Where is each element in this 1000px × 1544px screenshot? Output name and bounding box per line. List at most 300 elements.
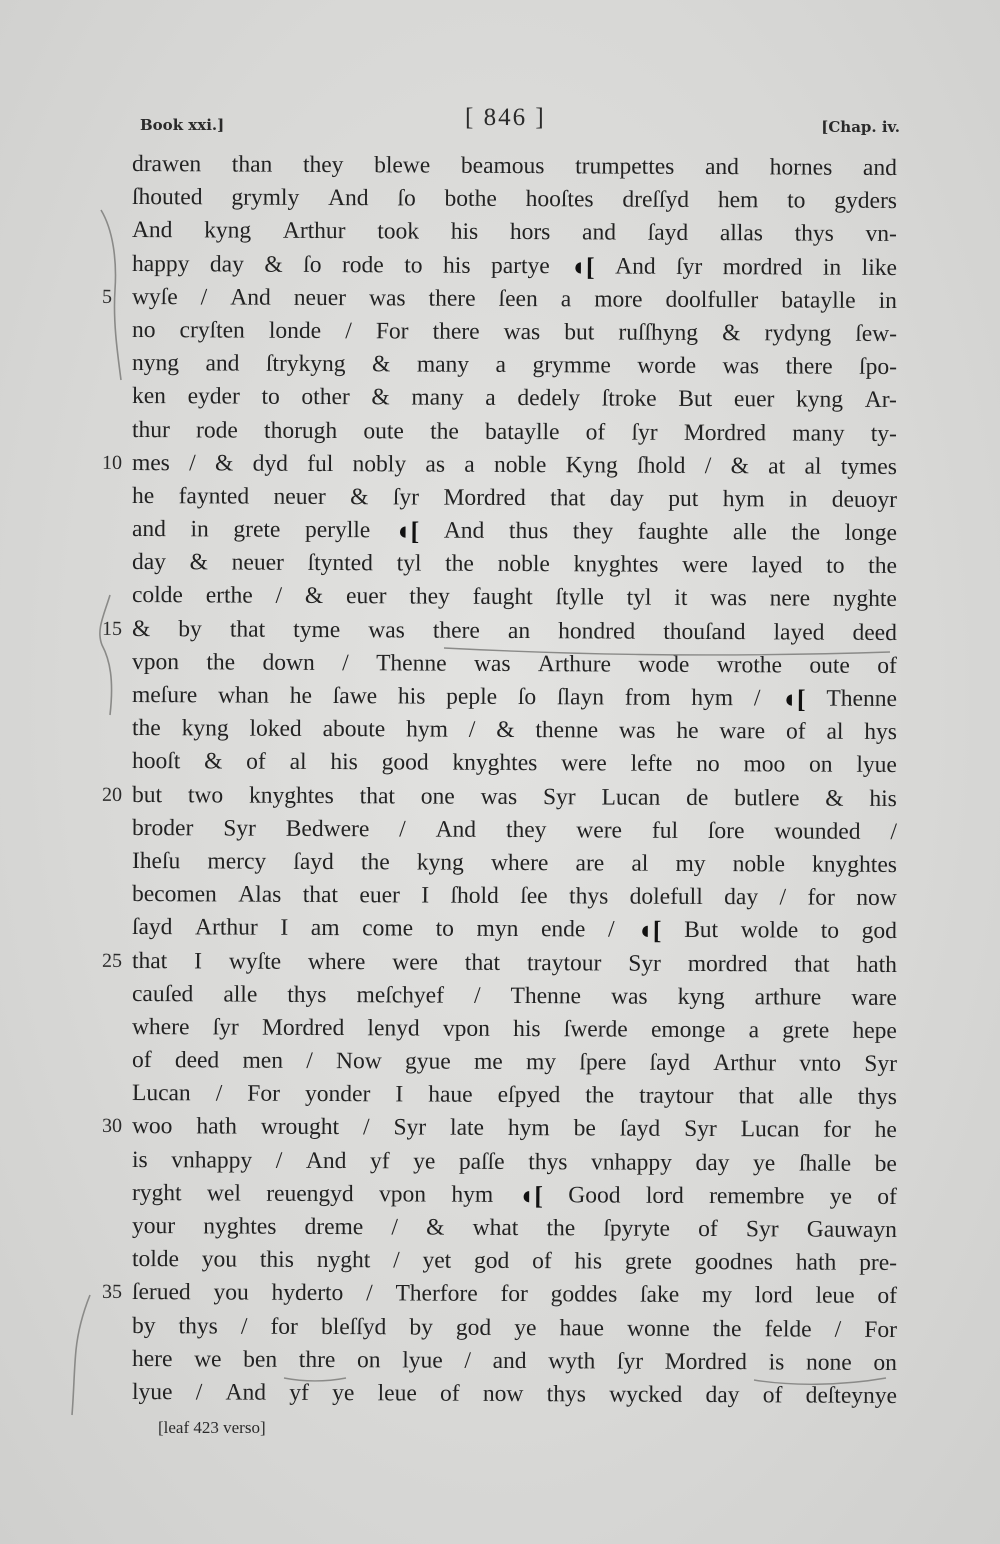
word: ſyr: [676, 253, 703, 280]
word: hath: [196, 1113, 237, 1140]
word: your: [131, 1213, 176, 1240]
word: Iheſu: [131, 847, 181, 875]
word: wounded: [774, 818, 861, 845]
word: happy: [131, 250, 190, 277]
word: hondred: [558, 617, 636, 645]
word: here: [131, 1345, 173, 1372]
word: the: [131, 715, 161, 742]
word: euer: [359, 882, 400, 909]
word: ſo: [517, 684, 537, 711]
word: ſhouted: [131, 184, 203, 211]
word: /: [399, 816, 406, 843]
word: vnhappy: [171, 1146, 253, 1174]
word: vpon: [131, 648, 180, 676]
word: ruſſhyng: [618, 319, 699, 346]
word: &: [722, 320, 741, 347]
word: Syr: [393, 1114, 427, 1141]
word: knyghtes: [573, 551, 659, 579]
word: /: [275, 1147, 283, 1174]
word: was: [610, 983, 648, 1010]
word: come: [362, 915, 414, 942]
word: peple: [446, 683, 498, 710]
word: bataylle: [485, 418, 560, 445]
word: woo: [131, 1113, 173, 1140]
word: lyue: [402, 1347, 443, 1374]
text-line: [132, 1310, 897, 1347]
word: me: [473, 1048, 503, 1076]
word: wyſte: [228, 948, 282, 975]
word: /: [607, 916, 615, 943]
word: hem: [717, 187, 759, 214]
word: meſure: [131, 682, 198, 709]
word: his: [397, 683, 426, 710]
word: an: [507, 617, 531, 644]
body-text: [101, 148, 898, 1409]
word: the: [546, 1215, 576, 1242]
word: ſo: [397, 185, 416, 212]
word: thenne: [535, 717, 599, 744]
word: deed: [852, 619, 897, 646]
word: his: [450, 219, 479, 246]
word: haue: [559, 1314, 605, 1342]
text-line: [132, 513, 897, 550]
word: bothe: [444, 185, 497, 213]
word: al: [804, 453, 822, 480]
word: ſwerde: [563, 1016, 628, 1043]
word: they: [505, 816, 547, 843]
word: /: [366, 1280, 373, 1307]
word: am: [310, 915, 340, 942]
word: nobly: [352, 450, 407, 478]
word: was: [480, 783, 518, 810]
word: he: [289, 682, 313, 709]
word: Mordred: [683, 419, 767, 446]
word: to: [261, 383, 280, 411]
word: of: [785, 718, 806, 745]
word: vpon: [378, 1181, 427, 1208]
word: layed: [751, 552, 803, 579]
word: they: [302, 151, 344, 179]
word: to: [435, 915, 455, 942]
word: to: [820, 917, 840, 945]
word: ken: [131, 383, 167, 410]
chapter-heading: [Chap. iv.: [821, 118, 900, 136]
word: grete: [782, 1017, 830, 1044]
word: thus: [508, 518, 549, 545]
word: pre-: [859, 1249, 898, 1277]
word: mercy: [207, 848, 267, 875]
word: yet: [422, 1247, 452, 1274]
word: that: [302, 882, 339, 909]
word: Ar-: [864, 387, 897, 414]
word: thys: [857, 1084, 898, 1111]
line-number: 5: [101, 285, 113, 308]
word: traytour: [526, 949, 602, 976]
word: none: [805, 1349, 852, 1376]
word: ſayd: [293, 848, 334, 875]
word: deſteynye: [805, 1382, 898, 1409]
word: by: [131, 1312, 156, 1339]
word: of: [585, 418, 606, 445]
word: trumpettes: [575, 153, 675, 180]
word: dyd: [252, 450, 288, 477]
word: nyght: [316, 1247, 371, 1274]
word: alle: [732, 519, 767, 546]
word: was: [722, 353, 760, 380]
word: noble: [497, 551, 550, 578]
word: god: [473, 1247, 510, 1275]
word: of: [440, 1380, 460, 1407]
word: deed: [174, 1047, 220, 1074]
word: ful: [651, 817, 679, 844]
word: /: [275, 583, 283, 610]
word: hath: [856, 951, 897, 978]
word: /: [306, 1047, 313, 1075]
word: allas: [719, 220, 764, 247]
line-number: 25: [101, 949, 123, 972]
word: ſyr: [392, 484, 420, 511]
word: of: [877, 1183, 897, 1210]
word: ſeen: [498, 285, 538, 312]
word: you: [201, 1246, 238, 1273]
word: butlere: [734, 784, 800, 812]
word: /: [195, 1379, 203, 1406]
text-line: [132, 148, 897, 185]
word: two: [187, 781, 224, 809]
word: hyderto: [271, 1280, 344, 1307]
word: tolde: [131, 1246, 180, 1273]
word: ſlayn: [556, 684, 605, 711]
paragraph-mark-icon: ◖[: [394, 516, 420, 546]
word: I: [395, 1081, 404, 1108]
word: tyl: [626, 585, 652, 612]
word: he: [131, 482, 155, 509]
word: for: [270, 1313, 298, 1340]
word: ſhold: [637, 452, 686, 479]
word: &: [189, 549, 209, 576]
word: worde: [637, 352, 697, 380]
word: day: [209, 250, 244, 278]
word: to: [404, 251, 423, 279]
word: ſayd: [131, 914, 173, 941]
word: thre: [298, 1346, 336, 1373]
word: lord: [754, 1282, 793, 1309]
word: as: [425, 451, 446, 478]
word: kyng: [416, 849, 464, 876]
word: my: [701, 1282, 733, 1309]
word: hys: [864, 719, 898, 746]
text-line: [132, 214, 897, 251]
word: nyghte: [832, 586, 897, 613]
word: And: [435, 816, 477, 843]
word: ſhold: [450, 882, 499, 910]
word: kyng: [796, 386, 844, 414]
text-line: [132, 480, 897, 517]
word: day: [131, 549, 167, 576]
word: of: [532, 1248, 552, 1275]
word: ſew-: [855, 320, 898, 347]
word: traytour: [639, 1082, 714, 1110]
word: his: [574, 1248, 603, 1275]
word: hepe: [852, 1017, 897, 1044]
text-line: [132, 1177, 897, 1214]
word: leue: [815, 1282, 855, 1310]
word: the: [791, 519, 821, 546]
word: /: [890, 818, 897, 845]
word: /: [200, 284, 208, 311]
line-number: 15: [101, 617, 123, 640]
text-line: [132, 347, 897, 384]
text-line: [101, 447, 897, 484]
word: there: [432, 318, 480, 345]
word: Arthure: [537, 650, 612, 678]
word: that: [550, 485, 586, 512]
word: was: [710, 585, 747, 612]
word: that: [738, 1083, 774, 1110]
word: ſtroke: [601, 385, 657, 413]
word: ſtrykyng: [265, 350, 346, 378]
word: of: [698, 1215, 718, 1243]
word: mordred: [722, 253, 803, 281]
word: Now: [336, 1048, 382, 1075]
word: by: [409, 1314, 433, 1341]
word: becomen: [131, 881, 217, 908]
word: in: [878, 287, 898, 314]
word: /: [834, 1316, 842, 1343]
text-line: [101, 779, 897, 816]
word: &: [825, 785, 844, 812]
word: reuengyd: [266, 1180, 354, 1207]
word: god: [861, 918, 898, 945]
text-line: [132, 1243, 897, 1280]
word: of: [131, 1047, 152, 1074]
word: many: [411, 384, 464, 412]
word: many: [792, 419, 845, 447]
word: and: [131, 516, 167, 543]
word: lyue: [856, 752, 897, 779]
word: that: [229, 616, 266, 643]
paragraph-mark-icon: ◖[: [518, 1180, 544, 1210]
word: lord: [645, 1182, 684, 1209]
word: ryght: [131, 1179, 182, 1207]
word: thys: [569, 883, 609, 910]
word: he: [874, 1117, 897, 1144]
word: moo: [743, 751, 786, 778]
word: no: [696, 751, 720, 778]
word: was: [368, 284, 406, 312]
word: paſſe: [458, 1148, 505, 1175]
word: ſayd: [619, 1115, 661, 1143]
word: And: [443, 517, 485, 544]
word: faught: [472, 584, 533, 611]
word: this: [259, 1246, 294, 1274]
word: aboute: [322, 716, 386, 743]
word: ſyr: [212, 1014, 239, 1041]
word: lyue: [131, 1378, 173, 1406]
word: down: [262, 649, 315, 676]
word: cauſed: [131, 980, 194, 1008]
word: and: [862, 154, 897, 182]
word: And: [225, 1379, 267, 1406]
word: no: [131, 316, 156, 344]
word: his: [330, 749, 358, 776]
word: and: [492, 1347, 527, 1374]
word: Lucan: [601, 784, 661, 811]
word: were: [561, 750, 607, 777]
text-line: [132, 1376, 897, 1413]
word: Alas: [238, 881, 282, 908]
word: hooſt: [131, 748, 181, 775]
word: it: [674, 585, 688, 612]
word: thorugh: [264, 417, 338, 444]
word: And: [230, 284, 271, 311]
word: Lucan: [131, 1080, 191, 1107]
word: Therfore: [395, 1280, 478, 1308]
word: /: [391, 1214, 399, 1241]
word: ſake: [639, 1282, 680, 1309]
word: Syr: [864, 1050, 898, 1078]
word: Arthur: [282, 218, 346, 245]
word: partye: [490, 252, 550, 279]
word: /: [240, 1313, 248, 1340]
word: was: [368, 616, 405, 644]
word: erthe: [205, 582, 253, 610]
word: Good: [568, 1182, 621, 1209]
word: ful: [307, 450, 334, 477]
paragraph-mark-icon: ◖[: [637, 915, 662, 946]
word: For: [864, 1316, 898, 1343]
word: was: [473, 650, 511, 677]
word: thys: [546, 1381, 586, 1408]
word: in: [190, 516, 209, 543]
word: a: [485, 385, 496, 412]
text-line: [132, 414, 897, 451]
word: ye: [514, 1314, 537, 1341]
word: was: [618, 717, 656, 744]
word: ye: [753, 1149, 776, 1176]
word: a: [495, 352, 507, 379]
text-line: [132, 546, 897, 583]
word: lefte: [630, 750, 673, 778]
word: ſawe: [332, 683, 378, 710]
word: yf: [289, 1379, 309, 1406]
word: lenyd: [367, 1015, 420, 1042]
word: arthure: [754, 983, 822, 1011]
word: thys: [178, 1312, 218, 1340]
word: wode: [638, 651, 690, 678]
word: bataylle: [781, 287, 856, 314]
word: wyth: [548, 1347, 596, 1375]
line-number: 20: [101, 783, 123, 806]
word: loked: [249, 715, 302, 743]
text-line: [132, 878, 897, 915]
word: Mordred: [443, 484, 526, 511]
word: haue: [428, 1081, 473, 1109]
word: there: [428, 285, 476, 312]
word: gyue: [404, 1048, 451, 1075]
word: put: [668, 485, 699, 512]
word: good: [381, 749, 429, 776]
word: /: [362, 1114, 370, 1141]
text-line: [132, 248, 897, 285]
word: Kyng: [565, 451, 618, 479]
word: vnto: [799, 1050, 842, 1077]
word: on: [357, 1346, 381, 1374]
word: colde: [131, 582, 183, 609]
word: /: [215, 1080, 223, 1107]
word: day: [695, 1149, 730, 1176]
word: ende: [540, 916, 586, 943]
word: For: [247, 1080, 281, 1108]
word: the: [585, 1082, 615, 1109]
word: thouſand: [663, 618, 746, 645]
text-line: [101, 613, 897, 650]
word: grymme: [532, 352, 611, 379]
word: nere: [769, 585, 811, 612]
word: my: [675, 850, 706, 877]
word: ſayd: [647, 220, 689, 247]
word: /: [345, 318, 352, 345]
word: alle: [223, 981, 258, 1008]
running-head: [140, 104, 900, 144]
word: for: [500, 1281, 528, 1308]
text-line: [132, 579, 897, 616]
word: al: [289, 749, 307, 776]
text-line: [132, 911, 897, 948]
word: than: [231, 151, 273, 178]
word: leue: [377, 1380, 417, 1407]
word: men: [242, 1047, 284, 1074]
word: his: [513, 1015, 541, 1043]
word: &: [131, 615, 151, 642]
word: the: [445, 550, 474, 578]
word: Mordred: [261, 1014, 345, 1041]
word: one: [420, 783, 455, 810]
word: yonder: [304, 1081, 371, 1108]
word: hym: [406, 716, 448, 743]
word: ware: [719, 718, 766, 745]
word: mes: [131, 449, 170, 476]
word: al: [631, 850, 649, 877]
word: Thenne: [510, 982, 582, 1010]
word: alle: [798, 1083, 833, 1110]
word: now: [482, 1380, 524, 1407]
word: like: [861, 254, 898, 281]
word: &: [214, 450, 234, 477]
word: goddes: [550, 1281, 618, 1308]
word: were: [682, 552, 728, 579]
word: Syr: [542, 783, 576, 810]
word: of: [246, 748, 266, 776]
word: I: [280, 915, 289, 942]
word: doolfuller: [665, 286, 759, 314]
word: beamous: [460, 152, 545, 180]
word: ye: [413, 1148, 436, 1175]
word: &: [372, 351, 391, 378]
word: day: [609, 485, 644, 512]
word: dedely: [517, 385, 581, 412]
word: felde: [764, 1315, 812, 1343]
word: in: [788, 486, 808, 513]
word: of: [762, 1382, 783, 1409]
word: wolde: [740, 917, 799, 944]
word: Gauwayn: [806, 1216, 897, 1244]
word: was: [503, 318, 541, 346]
word: Thenne: [826, 685, 897, 713]
word: ſyr: [631, 419, 658, 446]
word: vn-: [865, 221, 897, 248]
page-number: [ 846 ]: [465, 104, 546, 131]
